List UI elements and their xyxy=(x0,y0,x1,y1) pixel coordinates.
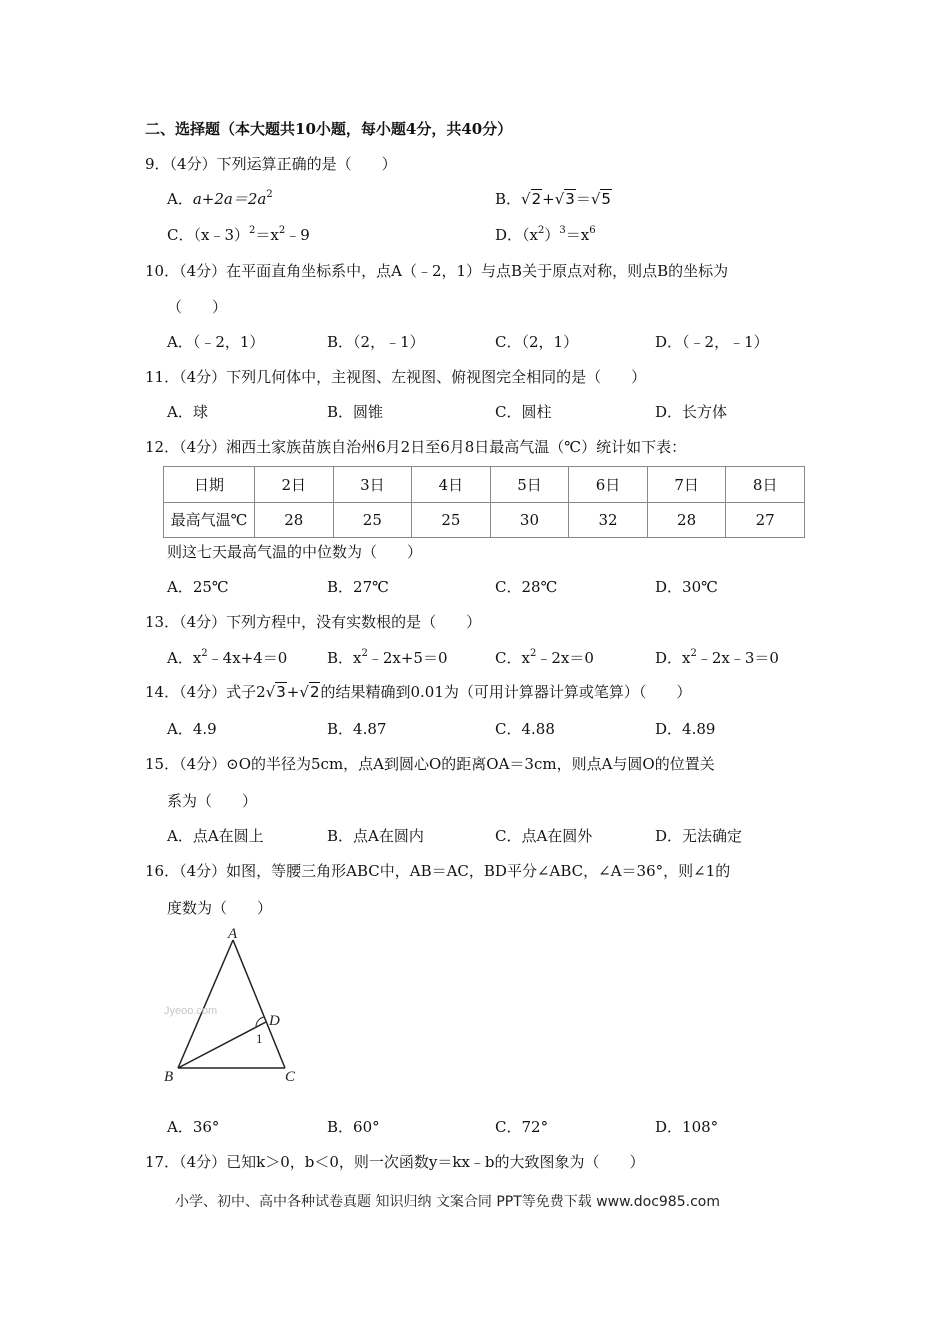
q14-option-c: C．4.88 xyxy=(495,720,555,738)
q15-stem: 15．（4分）⊙O的半径为5cm，点A到圆心O的距离OA＝3cm，则点A与圆O的位置关 xyxy=(145,755,715,773)
table-cell: 3日 xyxy=(333,467,412,503)
q15-stem-cont: 系为（ ） xyxy=(167,792,258,810)
q10-stem-cont: （ ） xyxy=(167,298,228,316)
q9-option-d: D．$(x^2)^3=x^6$ xyxy=(495,225,596,244)
table-cell: 28 xyxy=(255,502,334,538)
table-cell: 日期 xyxy=(164,467,255,503)
table-cell: 5日 xyxy=(490,467,569,503)
q10-option-b: B．（2，﹣1） xyxy=(327,333,425,351)
label-d: D xyxy=(269,1013,280,1029)
q14-option-d: D．4.89 xyxy=(655,720,716,738)
q13-option-d: D．$x^2﹣2x﹣3=0$ xyxy=(655,648,779,667)
q15-option-c: C．点A在圆外 xyxy=(495,827,593,845)
q13-stem: 13．（4分）下列方程中，没有实数根的是（ ） xyxy=(145,613,482,631)
q9-option-a: A．$a+2a=2a^2$ xyxy=(167,189,273,208)
q12-stem: 12．（4分）湘西土家族苗族自治州6月2日至6月8日最高气温（℃）统计如下表： xyxy=(145,438,687,456)
q10-option-d: D．（﹣2，﹣1） xyxy=(655,333,769,351)
q13-option-a: A．$x^2﹣4x+4=0$ xyxy=(167,648,288,667)
table-cell: 最高气温℃ xyxy=(164,502,255,538)
q12-option-c: C．28℃ xyxy=(495,578,558,596)
q9-stem: 9．（4分）下列运算正确的是（ ） xyxy=(145,155,397,173)
q17-stem: 17．（4分）已知k＞0，b＜0，则一次函数y＝kx﹣b的大致图象为（ ） xyxy=(145,1153,645,1171)
q11-option-a: A．球 xyxy=(167,403,208,421)
q14-option-b: B．4.87 xyxy=(327,720,387,738)
table-row xyxy=(164,502,805,538)
q9-option-b: B．√2+√3＝√5 xyxy=(495,190,611,208)
q11-stem: 11．（4分）下列几何体中，主视图、左视图、俯视图完全相同的是（ ） xyxy=(145,368,647,386)
q15-option-a: A．点A在圆上 xyxy=(167,827,264,845)
q12-option-d: D．30℃ xyxy=(655,578,718,596)
q12-option-a: A．25℃ xyxy=(167,578,229,596)
triangle-figure xyxy=(160,922,310,1087)
q16-option-a: A．36° xyxy=(167,1118,220,1136)
label-b: B xyxy=(164,1069,174,1085)
q11-option-c: C．圆柱 xyxy=(495,403,552,421)
q10-option-a: A．（﹣2，1） xyxy=(167,333,265,351)
q11-option-d: D．长方体 xyxy=(655,403,728,421)
table-cell: 2日 xyxy=(255,467,334,503)
q10-option-c: C．（2，1） xyxy=(495,333,579,351)
table-cell: 6日 xyxy=(569,467,648,503)
q16-stem: 16．（4分）如图，等腰三角形ABC中，AB＝AC，BD平分∠ABC，∠A＝36°，则∠1的 xyxy=(145,862,731,880)
q14-option-a: A．4.9 xyxy=(167,720,217,738)
q15-option-b: B．点A在圆内 xyxy=(327,827,424,845)
q11-option-b: B．圆锥 xyxy=(327,403,384,421)
table-header-row xyxy=(164,467,805,503)
q15-option-d: D．无法确定 xyxy=(655,827,743,845)
table-cell: 4日 xyxy=(412,467,491,503)
table-cell: 25 xyxy=(333,502,412,538)
footer-text: 小学、初中、高中各种试卷真题 知识归纳 文案合同 PPT等免费下载 www.doc985.com xyxy=(175,1194,720,1210)
temperature-table xyxy=(163,466,805,538)
q9-option-c: C．$(x﹣3)^2=x^2﹣9$ xyxy=(167,225,310,244)
table-cell: 25 xyxy=(412,502,491,538)
q16-option-b: B．60° xyxy=(327,1118,380,1136)
table-cell: 32 xyxy=(569,502,648,538)
section-title: 二、选择题（本大题共10小题，每小题4分，共40分） xyxy=(145,120,513,138)
watermark-text: Jyeoo.com xyxy=(164,1005,218,1017)
q14-stem: 14．（4分）式子2√3+√2的结果精确到0.01为（可用计算器计算或笔算）（ ） xyxy=(145,683,692,701)
table-cell: 30 xyxy=(490,502,569,538)
table-cell: 8日 xyxy=(726,467,805,503)
label-c: C xyxy=(285,1069,296,1085)
table-cell: 27 xyxy=(726,502,805,538)
table-cell: 28 xyxy=(647,502,726,538)
angle-1-label: 1 xyxy=(256,1031,263,1046)
q13-option-c: C．$x^2﹣2x=0$ xyxy=(495,648,594,667)
q10-stem: 10．（4分）在平面直角坐标系中，点A（﹣2，1）与点B关于原点对称，则点B的坐标为 xyxy=(145,262,729,280)
q16-stem-cont: 度数为（ ） xyxy=(167,899,273,917)
q12-option-b: B．27℃ xyxy=(327,578,389,596)
q16-option-c: C．72° xyxy=(495,1118,549,1136)
q12-question: 则这七天最高气温的中位数为（ ） xyxy=(167,543,423,561)
q13-option-b: B．$x^2﹣2x+5=0$ xyxy=(327,648,448,667)
label-a: A xyxy=(228,926,238,942)
table-cell: 7日 xyxy=(647,467,726,503)
q16-option-d: D．108° xyxy=(655,1118,719,1136)
